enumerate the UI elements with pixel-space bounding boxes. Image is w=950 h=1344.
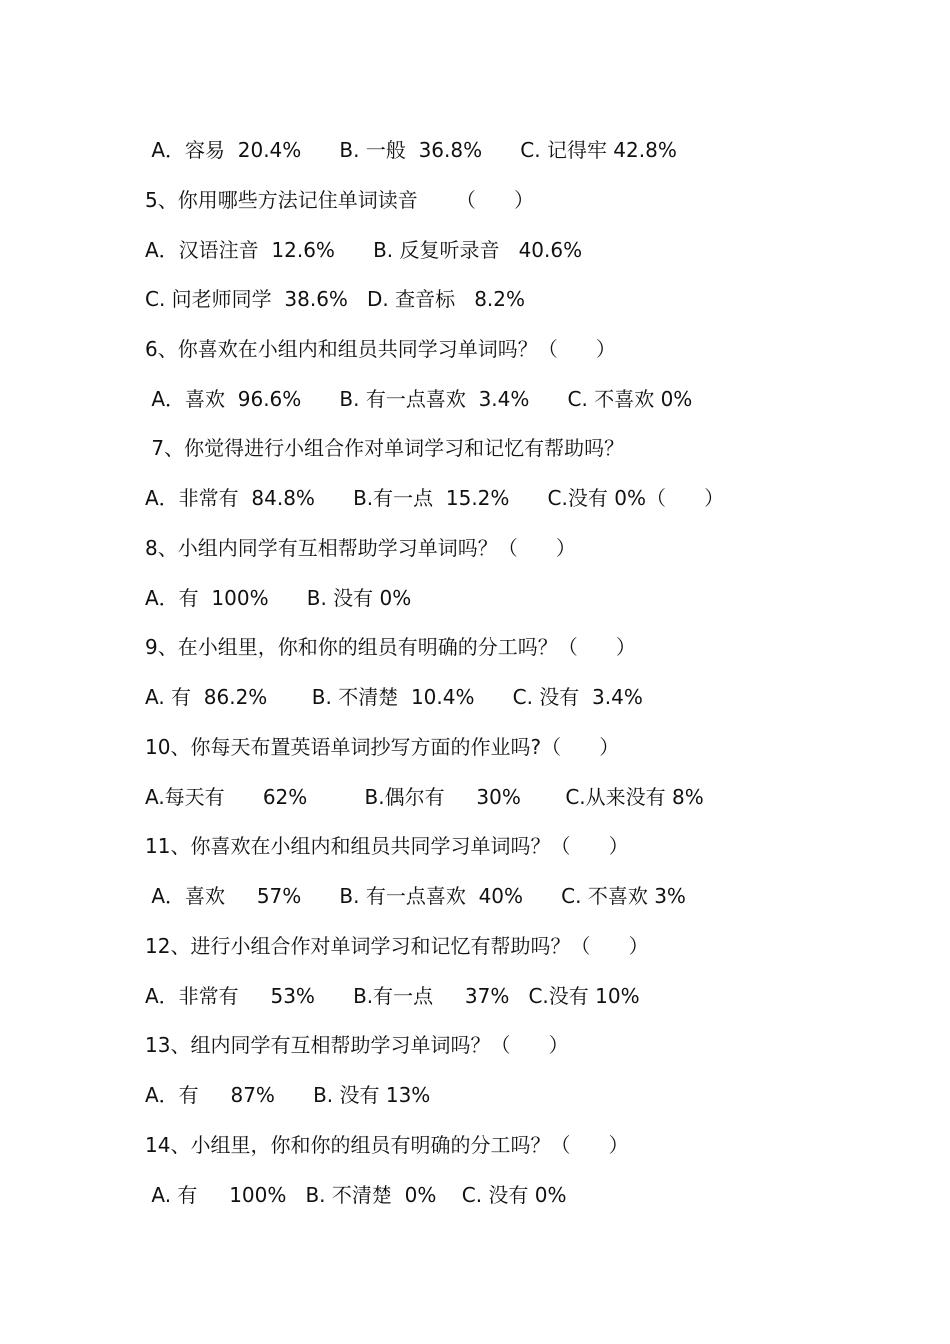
q6-options: A．喜欢 96.6% B. 有一点喜欢 3.4% C. 不喜欢 0% xyxy=(145,387,693,411)
q10-question: 10、你每天布置英语单词抄写方面的作业吗?（ ） xyxy=(145,735,620,759)
q4-options: A．容易 20.4% B. 一般 36.8% C. 记得牢 42.8% xyxy=(145,138,677,162)
q6-question: 6、你喜欢在小组内和组员共同学习单词吗？（ ） xyxy=(145,337,616,361)
q5-options-1: A．汉语注音 12.6% B. 反复听录音 40.6% xyxy=(145,238,583,262)
q5-options-2: C. 问老师同学 38.6% D. 查音标 8.2% xyxy=(145,287,525,311)
q8-options: A．有 100% B. 没有 0% xyxy=(145,586,412,610)
q12-question: 12、进行小组合作对单词学习和记忆有帮助吗？（ ） xyxy=(145,934,649,958)
q9-question: 9、在小组里，你和你的组员有明确的分工吗？（ ） xyxy=(145,635,636,659)
q11-question: 11、你喜欢在小组内和组员共同学习单词吗？（ ） xyxy=(145,834,629,858)
q5-question: 5、你用哪些方法记住单词读音 （ ） xyxy=(145,188,535,212)
q10-options: A.每天有 62% B.偶尔有 30% C.从来没有 8% xyxy=(145,785,704,809)
q13-options: A．有 87% B. 没有 13% xyxy=(145,1083,431,1107)
q7-options: A．非常有 84.8% B.有一点 15.2% C.没有 0%（ ） xyxy=(145,486,725,510)
q12-options: A．非常有 53% B.有一点 37% C.没有 10% xyxy=(145,984,640,1008)
q9-options: A. 有 86.2% B. 不清楚 10.4% C. 没有 3.4% xyxy=(145,685,643,709)
q11-options: A．喜欢 57% B. 有一点喜欢 40% C. 不喜欢 3% xyxy=(145,884,686,908)
q14-question: 14、小组里，你和你的组员有明确的分工吗？（ ） xyxy=(145,1133,629,1157)
q8-question: 8、小组内同学有互相帮助学习单词吗？（ ） xyxy=(145,536,576,560)
q13-question: 13、组内同学有互相帮助学习单词吗？（ ） xyxy=(145,1033,569,1057)
q7-question: 7、你觉得进行小组合作对单词学习和记忆有帮助吗？ xyxy=(145,436,625,460)
q14-options: A. 有 100% B. 不清楚 0% C. 没有 0% xyxy=(145,1183,567,1207)
